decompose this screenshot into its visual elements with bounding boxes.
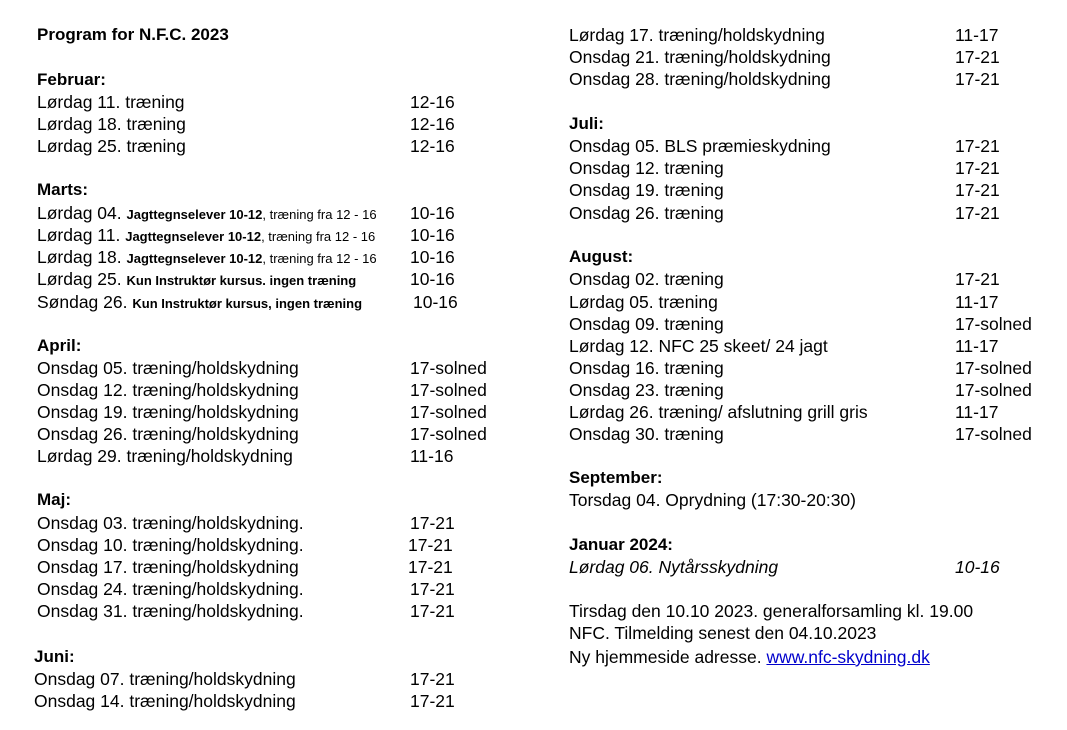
row-text: Lørdag 26. træning/ afslutning grill gris <box>569 402 868 422</box>
schedule-row <box>37 268 455 290</box>
row-time: 10-16 <box>410 225 455 245</box>
row-time: 17-21 <box>410 579 455 599</box>
row-text: Onsdag 02. træning <box>569 269 724 289</box>
row-note: Jagttegnselever 10-12 <box>126 207 263 222</box>
row-text: Onsdag 24. træning/holdskydning. <box>37 579 304 599</box>
row-time: 17-solned <box>410 358 487 378</box>
row-note: Jagttegnselever 10-12 <box>126 251 263 266</box>
row-text: Onsdag 05. BLS præmieskydning <box>569 136 831 156</box>
row-time: 17-21 <box>955 203 1000 223</box>
row-time: 17-21 <box>410 513 455 533</box>
row-time: 10-16 <box>410 247 455 267</box>
row-text: Onsdag 12. træning <box>569 158 724 178</box>
row-time: 11-17 <box>955 25 999 45</box>
row-text: Onsdag 12. træning/holdskydning <box>37 380 299 400</box>
schedule-row <box>37 135 455 157</box>
row-time: 17-solned <box>955 314 1032 334</box>
website-link[interactable]: www.nfc-skydning.dk <box>766 647 930 667</box>
month-heading-april: April: <box>37 336 82 355</box>
row-time: 17-21 <box>955 158 1000 178</box>
row-time: 10-16 <box>413 292 458 312</box>
schedule-row <box>569 335 999 357</box>
schedule-row <box>34 668 455 690</box>
row-time: 17-21 <box>408 535 453 555</box>
schedule-row <box>569 268 1000 290</box>
schedule-row <box>569 135 1000 157</box>
row-time: 17-21 <box>955 180 1000 200</box>
row-text: Lørdag 18. <box>37 247 122 267</box>
schedule-row <box>37 91 455 113</box>
row-time: 10-16 <box>955 557 1000 577</box>
schedule-row <box>37 445 454 467</box>
row-text: Lørdag 17. træning/holdskydning <box>569 25 825 45</box>
schedule-row <box>34 690 455 712</box>
row-text: Onsdag 10. træning/holdskydning. <box>37 535 304 555</box>
row-text: Lørdag 11. træning <box>37 92 185 112</box>
row-time: 17-solned <box>410 380 487 400</box>
schedule-row <box>569 179 1000 201</box>
schedule-row <box>37 379 487 401</box>
row-text: Onsdag 19. træning <box>569 180 724 200</box>
row-text: Lørdag 29. træning/holdskydning <box>37 446 293 466</box>
footer-tilmelding: NFC. Tilmelding senest den 04.10.2023 <box>569 623 877 643</box>
month-heading-juli: Juli: <box>569 114 604 133</box>
row-time: 17-21 <box>410 691 455 711</box>
footer-generalforsamling: Tirsdag den 10.10 2023. generalforsamling kl. 19.00 <box>569 601 974 621</box>
page-title: Program for N.F.C. 2023 <box>37 25 229 44</box>
row-time: 17-solned <box>410 402 487 422</box>
row-time: 17-solned <box>955 424 1032 444</box>
row-text: Lørdag 04. <box>37 203 122 223</box>
row-text: Onsdag 26. træning/holdskydning <box>37 424 299 444</box>
row-text: Onsdag 14. træning/holdskydning <box>34 691 296 711</box>
schedule-row <box>37 600 455 622</box>
row-text: Onsdag 31. træning/holdskydning. <box>37 601 304 621</box>
schedule-row <box>37 113 455 135</box>
row-text: Onsdag 26. træning <box>569 203 724 223</box>
schedule-row <box>37 246 455 268</box>
schedule-row <box>569 489 856 511</box>
schedule-row <box>569 357 1032 379</box>
row-text: Onsdag 17. træning/holdskydning <box>37 557 299 577</box>
row-text: Onsdag 30. træning <box>569 424 724 444</box>
row-note-rest: , træning fra 12 - 16 <box>262 251 377 266</box>
row-text: Onsdag 09. træning <box>569 314 724 334</box>
schedule-row <box>569 46 1000 68</box>
footer-website <box>569 646 930 668</box>
schedule-row <box>569 157 1000 179</box>
row-time: 17-21 <box>410 601 455 621</box>
schedule-row <box>569 202 1000 224</box>
footer-website-label: Ny hjemmeside adresse. <box>569 647 767 667</box>
month-heading-januar-2024: Januar 2024: <box>569 535 673 554</box>
schedule-row <box>37 224 455 246</box>
row-time: 10-16 <box>410 203 455 223</box>
schedule-row <box>37 512 455 534</box>
schedule-row <box>37 357 487 379</box>
row-time: 11-17 <box>955 402 999 422</box>
row-text: Onsdag 16. træning <box>569 358 724 378</box>
schedule-row <box>37 534 453 556</box>
row-text: Onsdag 23. træning <box>569 380 724 400</box>
row-text: Torsdag 04. Oprydning (17:30-20:30) <box>569 490 856 510</box>
row-note: Kun Instruktør kursus, ingen træning <box>132 296 363 311</box>
row-time: 17-21 <box>955 269 1000 289</box>
row-text: Onsdag 07. træning/holdskydning <box>34 669 296 689</box>
schedule-row <box>37 401 487 423</box>
row-time: 17-solned <box>955 358 1032 378</box>
row-note: Kun Instruktør kursus. ingen træning <box>126 273 357 288</box>
schedule-row <box>569 291 999 313</box>
row-time: 17-21 <box>955 47 1000 67</box>
row-time: 17-21 <box>410 669 455 689</box>
row-time: 11-17 <box>955 336 999 356</box>
schedule-row <box>569 379 1032 401</box>
row-time: 17-21 <box>955 136 1000 156</box>
row-note: Jagttegnselever 10-12 <box>125 229 262 244</box>
schedule-row <box>37 291 458 313</box>
row-text: Søndag 26. <box>37 292 128 312</box>
row-text: Lørdag 06. Nytårsskydning <box>569 557 779 577</box>
schedule-row <box>37 578 455 600</box>
schedule-row <box>37 202 455 224</box>
schedule-row <box>569 423 1032 445</box>
schedule-row <box>569 401 999 423</box>
month-heading-marts: Marts: <box>37 180 89 199</box>
schedule-row <box>569 24 999 46</box>
schedule-row <box>37 556 453 578</box>
month-heading-juni: Juni: <box>34 647 75 666</box>
row-text: Onsdag 21. træning/holdskydning <box>569 47 831 67</box>
schedule-row <box>569 313 1032 335</box>
row-text: Onsdag 03. træning/holdskydning. <box>37 513 304 533</box>
row-note-rest: , træning fra 12 - 16 <box>262 207 377 222</box>
row-text: Lørdag 05. træning <box>569 292 718 312</box>
month-heading-september: September: <box>569 468 663 487</box>
row-text: Lørdag 12. NFC 25 skeet/ 24 jagt <box>569 336 828 356</box>
row-note-rest: , træning fra 12 - 16 <box>261 229 376 244</box>
row-time: 12-16 <box>410 136 455 156</box>
schedule-row <box>569 556 1000 578</box>
row-time: 17-solned <box>410 424 487 444</box>
month-heading-februar: Februar: <box>37 70 106 89</box>
row-time: 12-16 <box>410 92 455 112</box>
row-time: 17-21 <box>408 557 453 577</box>
row-text: Lørdag 11. <box>37 225 121 245</box>
row-time: 11-16 <box>410 446 454 466</box>
month-heading-august: August: <box>569 247 634 266</box>
schedule-row <box>569 68 1000 90</box>
schedule-row <box>37 423 487 445</box>
row-time: 10-16 <box>410 269 455 289</box>
row-time: 17-solned <box>955 380 1032 400</box>
row-time: 12-16 <box>410 114 455 134</box>
month-heading-maj: Maj: <box>37 490 71 509</box>
row-text: Onsdag 28. træning/holdskydning <box>569 69 831 89</box>
row-text: Onsdag 05. træning/holdskydning <box>37 358 299 378</box>
row-time: 11-17 <box>955 292 999 312</box>
row-text: Lørdag 18. træning <box>37 114 186 134</box>
row-text: Lørdag 25. <box>37 269 122 289</box>
row-text: Lørdag 25. træning <box>37 136 186 156</box>
row-time: 17-21 <box>955 69 1000 89</box>
row-text: Onsdag 19. træning/holdskydning <box>37 402 299 422</box>
